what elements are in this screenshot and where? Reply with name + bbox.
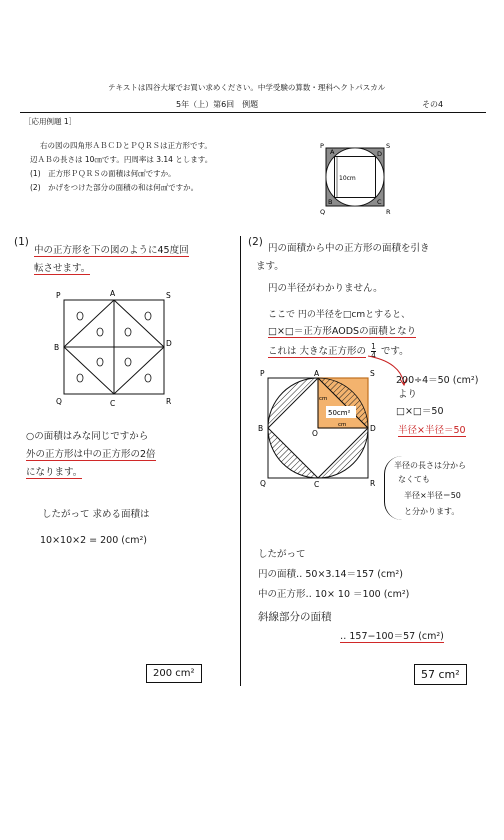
lfig-c: C [110, 399, 116, 408]
label-c: C [377, 198, 382, 206]
note-radius-text: 半径×半径＝50 [398, 425, 466, 436]
right-line-5-text: □×□＝正方形AODSの面積となり [268, 326, 417, 337]
right-line-1: 円の面積から中の正方形の面積を引き [268, 243, 430, 254]
left-mid-2 [26, 448, 156, 462]
hatched-calc-text: ‥ 157−100＝57 (cm²) [340, 631, 444, 642]
right-line-6-end: です。 [380, 346, 409, 357]
part-label: その4 [422, 100, 444, 109]
label-r: R [386, 208, 391, 216]
left-figure [52, 288, 192, 410]
left-line-2 [34, 262, 90, 276]
label-p: P [320, 142, 324, 150]
header-notice: テキストは四谷大塚でお買い求めください。中学受験の算数・理科ヘクトパスカル [108, 83, 386, 92]
hatched-calc [340, 630, 444, 644]
lfig-p: P [56, 291, 61, 300]
left-mid-3-text: になります。 [26, 467, 83, 478]
label-s: S [386, 142, 391, 150]
rfig-c: C [314, 480, 320, 488]
note-yori: より [398, 389, 418, 400]
lfig-r: R [166, 397, 172, 406]
paren-line-2: なくても [398, 475, 430, 484]
problem-tag: ［応用例題 1］ [24, 117, 77, 126]
fraction-num: 1 [371, 342, 376, 351]
rfig-p: P [260, 369, 265, 378]
right-line-4: ここで 円の半径を□cmとすると、 [268, 310, 411, 320]
circle-area: 円の面積‥ 50×3.14＝157 (cm²) [258, 569, 403, 580]
problem-line-4: (2) かげをつけた部分の面積の和は何㎠ですか。 [30, 183, 199, 192]
rfig-cm2: cm [338, 422, 347, 428]
label-q: Q [320, 208, 326, 216]
hatched-title: 斜線部分の面積 [258, 611, 332, 623]
lfig-s: S [166, 291, 171, 300]
rfig-d: D [370, 424, 376, 433]
right-line-5 [268, 325, 416, 339]
left-mid-2-text: 外の正方形は中の正方形の2倍 [26, 449, 156, 460]
rfig-a: A [314, 369, 320, 378]
left-num: (1) [14, 236, 29, 248]
rfig-r: R [370, 479, 376, 488]
right-answer-box: 57 cm² [414, 664, 467, 685]
note-square: □×□＝50 [396, 406, 444, 417]
problem-line-1: 右の図の四角形ＡＢＣＤとＰＱＲＳは正方形です。 [40, 141, 212, 150]
label-b: B [328, 198, 333, 206]
note-radius [398, 424, 466, 438]
left-line-1 [34, 244, 189, 258]
problem-line-2: 辺ＡＢの長さは 10㎝です。円周率は 3.14 とします。 [30, 155, 213, 164]
paren-line-4: と分かります。 [404, 507, 460, 516]
therefore: したがって [258, 549, 306, 560]
header-rule [20, 112, 486, 113]
square-area: 中の正方形‥ 10× 10 ＝100 (cm²) [258, 589, 410, 600]
label-side: 10cm [339, 175, 356, 182]
left-line-1-text: 中の正方形を下の図のように45度回 [34, 245, 189, 256]
lfig-d: D [166, 339, 172, 348]
lfig-b: B [54, 343, 60, 352]
rfig-value: 50cm² [328, 409, 351, 417]
right-line-2: ます。 [256, 261, 284, 272]
left-answer-box: 200 cm² [146, 664, 202, 683]
paren-line-1: 半径の長さは分から [394, 461, 466, 470]
rfig-s: S [370, 369, 375, 378]
column-divider [240, 236, 241, 686]
rfig-q: Q [260, 479, 266, 488]
rfig-cm1: cm [319, 396, 328, 402]
left-mid-3 [26, 466, 82, 480]
lesson-title: 5年（上）第6回 例題 [176, 100, 259, 109]
rfig-b: B [258, 424, 264, 433]
rfig-o: O [312, 429, 318, 438]
problem-line-3: (1) 正方形ＰＱＲＳの面積は何㎠ですか。 [30, 169, 176, 178]
lfig-q: Q [56, 397, 62, 406]
paren-line-3: 半径×半径＝50 [404, 491, 461, 500]
right-line-3: 円の半径がわかりません。 [268, 283, 383, 294]
lfig-a: A [110, 289, 116, 298]
label-a: A [330, 148, 335, 156]
right-num: (2) [248, 236, 263, 248]
problem-figure [306, 140, 406, 220]
right-line-6-text: これは 大きな正方形の [268, 346, 367, 357]
left-calc: 10×10×2 = 200 (cm²) [40, 535, 147, 546]
left-line-2-text: 転させます。 [34, 263, 91, 274]
note-div: 200÷4＝50 (cm²) [396, 375, 479, 386]
left-so-line: したがって 求める面積は [42, 509, 150, 520]
fraction-den: 4 [371, 351, 376, 360]
left-mid-1: ○の面積はみな同じですから [26, 431, 149, 442]
label-d: D [377, 150, 383, 158]
